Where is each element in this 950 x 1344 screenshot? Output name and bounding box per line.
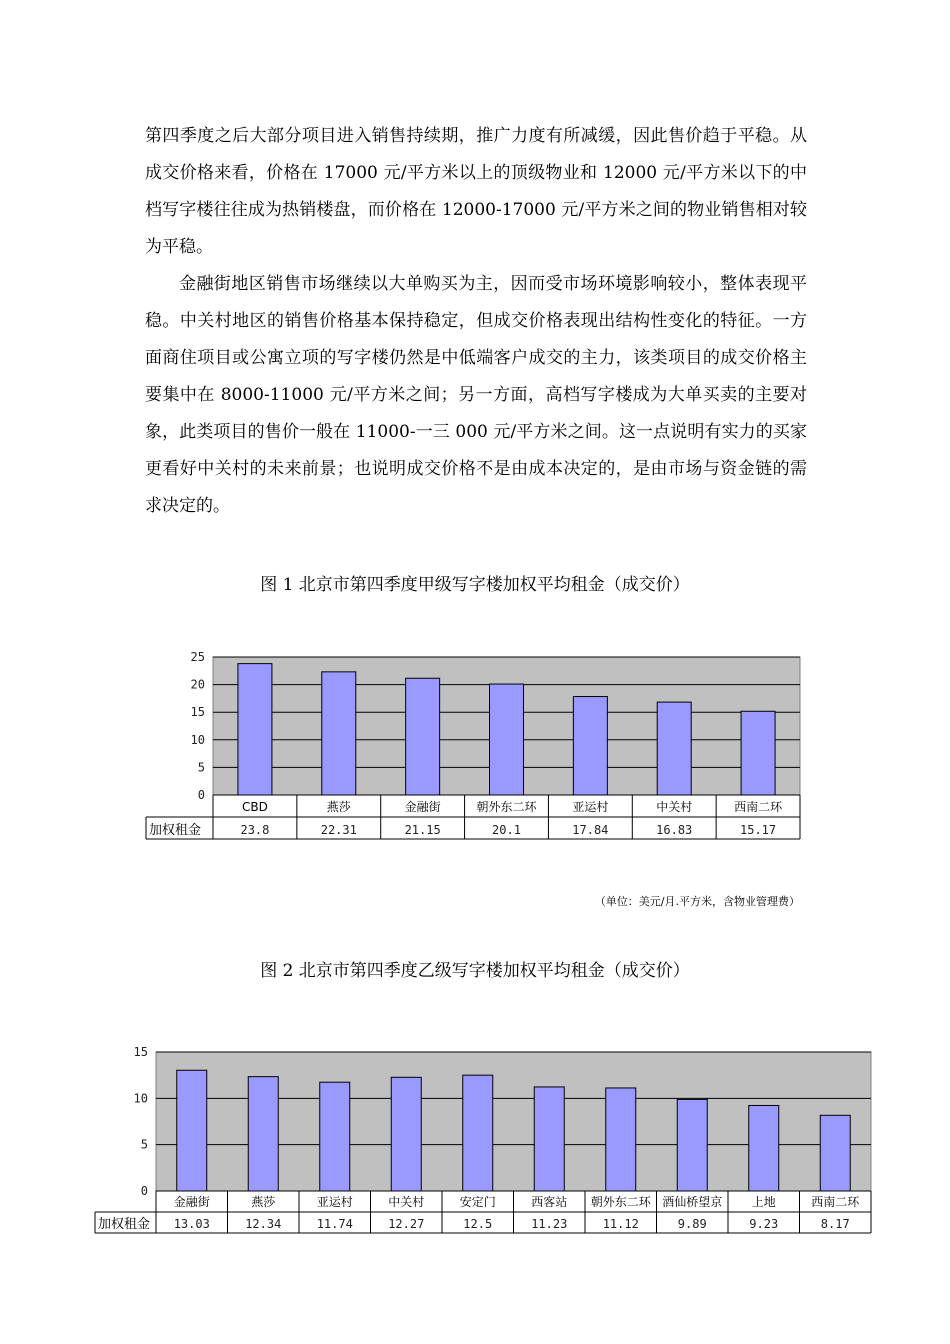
value-label: 11.23	[531, 1217, 568, 1231]
bar	[248, 1077, 278, 1191]
category-label: 亚运村	[316, 1195, 353, 1209]
bar	[606, 1088, 636, 1191]
category-label: 中关村	[656, 800, 693, 814]
category-label: 亚运村	[572, 800, 609, 814]
value-label: 12.34	[245, 1217, 282, 1231]
value-label: 8.17	[820, 1217, 850, 1231]
category-label: 安定门	[459, 1195, 496, 1209]
bar	[534, 1087, 564, 1191]
category-label: 西南二环	[811, 1195, 860, 1209]
category-label: CBD	[241, 800, 268, 814]
y-tick-label: 15	[133, 1045, 148, 1059]
paragraph-2: 金融街地区销售市场继续以大单购买为主，因而受市场环境影响较小，整体表现平稳。中关村地区的销售价格基本保持稳定，但成交价格表现出结构性变化的特征。一方面商住项目或公寓立项的写字楼仍然是中低端客户成交的主力，该类项目的成交价格主要集中在 8000-11000 元/平方米之间；另一方面，高档写字楼成为大单买卖的主要对象，此类项目的售价一般在 11000-一三 000 元/平方米之间。这一点说明有实力的买家更看好中关村的未来前景；也说明成交价格不是由成本决定的，是由市场与资金链的需求决定的。	[145, 274, 807, 516]
paragraph-1: 第四季度之后大部分项目进入销售持续期，推广力度有所减缓，因此售价趋于平稳。从成交价格来看，价格在 17000 元/平方米以上的顶级物业和 12000 元/平方米以下的中档写字楼往往成为热销楼盘，而价格在 12000-17000 元/平方米之间的物业销售相对较为平稳。	[145, 126, 807, 257]
category-label: 西客站	[531, 1195, 568, 1209]
y-tick-label: 10	[190, 732, 205, 747]
y-tick-label: 15	[190, 705, 205, 720]
series-row-label: 加权租金	[149, 823, 202, 838]
figure-1-caption: 图 1 北京市第四季度甲级写字楼加权平均租金（成交价）	[260, 575, 690, 595]
value-label: 12.5	[463, 1217, 493, 1231]
category-label: 金融街	[404, 800, 441, 814]
value-label: 23.8	[240, 823, 270, 837]
category-label: 西南二环	[734, 800, 783, 814]
value-label: 15.17	[740, 823, 777, 837]
value-label: 11.12	[602, 1217, 639, 1231]
series-row-label: 加权租金	[98, 1217, 151, 1232]
y-tick-label: 5	[197, 760, 205, 775]
y-tick-label: 20	[190, 677, 205, 692]
bar	[677, 1099, 707, 1191]
category-label: 金融街	[173, 1195, 210, 1209]
y-tick-label: 10	[133, 1091, 148, 1106]
bar	[177, 1070, 207, 1191]
category-label: 朝外东二环	[590, 1195, 651, 1209]
value-label: 20.1	[492, 823, 521, 837]
bar	[749, 1105, 779, 1191]
bar	[391, 1077, 421, 1191]
y-tick-label: 25	[190, 650, 205, 664]
category-label: 朝外东二环	[476, 800, 537, 814]
value-label: 9.89	[677, 1217, 707, 1231]
category-label: 上地	[751, 1195, 776, 1209]
y-tick-label: 5	[140, 1137, 148, 1152]
y-tick-label: 0	[140, 1184, 148, 1198]
value-label: 22.31	[320, 823, 357, 837]
value-label: 16.83	[656, 823, 693, 837]
value-label: 21.15	[404, 823, 441, 837]
value-label: 11.74	[316, 1217, 353, 1231]
value-label: 9.23	[749, 1217, 779, 1231]
bar	[820, 1115, 850, 1191]
figure-1-unit-note: （单位：美元/月.平方米，含物业管理费）	[594, 895, 800, 908]
bar	[320, 1082, 350, 1191]
category-label: 中关村	[388, 1195, 425, 1209]
bar	[463, 1075, 493, 1191]
figure-2-caption: 图 2 北京市第四季度乙级写字楼加权平均租金（成交价）	[260, 961, 690, 981]
value-label: 17.84	[572, 823, 609, 837]
value-label: 12.27	[388, 1217, 425, 1231]
category-label: 燕莎	[251, 1195, 276, 1209]
category-label: 燕莎	[326, 800, 351, 814]
category-label: 酒仙桥望京	[662, 1195, 723, 1209]
value-label: 13.03	[173, 1217, 210, 1231]
y-tick-label: 0	[197, 788, 205, 802]
